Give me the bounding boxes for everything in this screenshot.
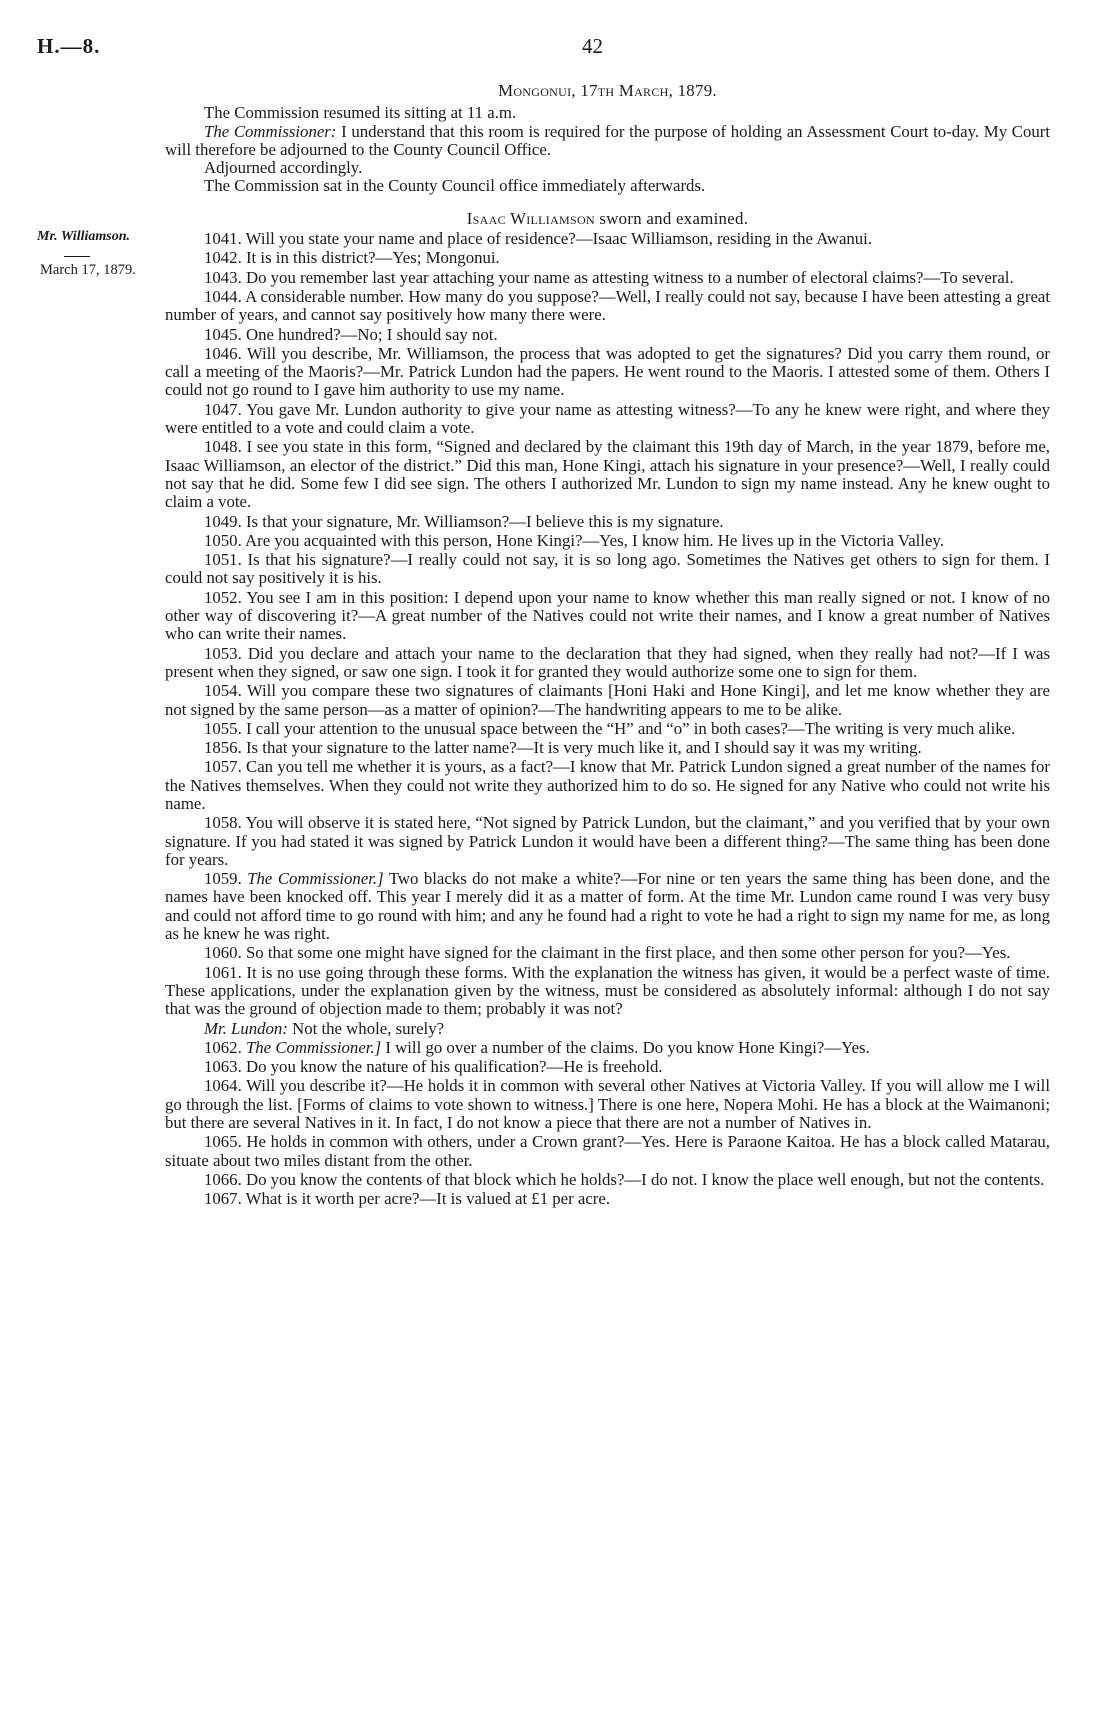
margin-rule — [64, 256, 90, 257]
page-reference: H.—8. — [37, 34, 101, 58]
question-paragraph — [165, 1077, 1050, 1132]
question-text: Is that your signature, Mr. Williamson?—I believe this is my signature. — [241, 511, 724, 531]
question-number: 1064. — [204, 1076, 242, 1096]
question-text: One hundred?—No; I should say not. — [241, 324, 498, 344]
question-number: 1053. — [204, 643, 242, 663]
question-number: 1050. — [204, 530, 242, 550]
question-paragraph — [165, 1171, 1050, 1189]
question-text: You will observe it is stated here, “Not signed by Patrick Lundon, but the claimant,” and you verified that by your own signature. If you had stated it was signed by Patrick Lundon it would have been a different thing?—The same thing has been done for years. — [165, 813, 1050, 869]
opening-paragraph — [165, 159, 1050, 177]
question-paragraph — [165, 814, 1050, 869]
question-number: 1065. — [204, 1132, 242, 1152]
question-number: 1047. — [204, 399, 242, 419]
question-text: What is it worth per acre?—It is valued at £1 per acre. — [241, 1189, 611, 1209]
margin-witness-name: Mr. Williamson. — [37, 229, 130, 244]
question-text: Are you acquainted with this person, Hone Kingi?—Yes, I know him. He lives up in the Victoria Valley. — [241, 530, 944, 550]
question-number: 1049. — [204, 511, 242, 531]
margin-date: March 17, 1879. — [40, 262, 136, 278]
question-text: Is that your signature to the latter name?—It is very much like it, and I should say it was my writing. — [241, 738, 922, 758]
question-number: 1066. — [204, 1169, 242, 1189]
question-text: Is that his signature?—I really could not say, it is so long ago. Sometimes the Natives get others to sign for them. I could not say positively it is his. — [165, 550, 1050, 588]
question-paragraph — [165, 964, 1050, 1019]
question-text: Two blacks do not make a white?—For nine or ten years the same thing has been done, and the names have been knocked off. This year I merely did it as a matter of form. At the time Mr. Lundon came round I was very busy and could not afford time to go round with him; and any he found had a right to vote he had a right to sign my name for me, as long as he knew he was right. — [165, 869, 1050, 944]
question-number: 1060. — [204, 943, 242, 963]
question-text: I will go over a number of the claims. Do you know Hone Kingi?—Yes. — [381, 1037, 870, 1057]
question-paragraph — [165, 720, 1050, 738]
question-number: 1058. — [204, 813, 242, 833]
question-number: 1856. — [204, 738, 242, 758]
witness-heading-name: Isaac Williamson — [466, 208, 595, 228]
question-number: 1055. — [204, 718, 242, 738]
question-number: 1042. — [204, 248, 242, 268]
question-text: Will you describe it?—He holds it in common with several other Natives at Victoria Valley. If you will allow me I will go through the list. [Forms of claims to vote shown to witness.] There is one here, Nopera Mohi. He has a block at the Waimanoni; but there are several Natives in it. In fact, I do not know a piece that there are not a number of Natives in. — [165, 1076, 1050, 1133]
question-paragraph — [165, 1039, 1050, 1057]
question-number: 1063. — [204, 1057, 242, 1077]
question-text: Will you compare these two signatures of claimants [Honi Haki and Hone Kingi], and let me know whether they are not signed by the same person—as a matter of opinion?—The handwriting appears to me to be alike. — [165, 681, 1050, 719]
question-text: Do you remember last year attaching your name as attesting witness to a number of electoral claims?—To several. — [241, 267, 1014, 287]
question-text: You see I am in this position: I depend upon your name to know whether this man really signed or not. I know of no other way of discovering it?—A great number of the Natives could not write their names, and I know a great number of Natives who can write their names. — [165, 587, 1050, 644]
opening-section — [165, 104, 1050, 195]
opening-paragraph — [165, 104, 1050, 122]
question-text: Do you know the contents of that block which he holds?—I do not. I know the place well enough, but not the contents. — [241, 1169, 1045, 1189]
question-text: So that some one might have signed for the claimant in the first place, and then some other person for you?—Yes. — [241, 943, 1011, 963]
question-text: You gave Mr. Lundon authority to give your name as attesting witness?—To any he knew were right, and where they were entitled to a vote and could claim a vote. — [165, 399, 1050, 438]
speaker: The Commissioner.] — [241, 869, 384, 889]
question-text: Not the whole, surely? — [287, 1018, 445, 1038]
document-body — [165, 82, 1050, 1209]
opening-paragraph — [165, 123, 1050, 160]
question-paragraph — [165, 1133, 1050, 1170]
paragraph-text: I understand that this room is required for the purpose of holding an Assessment Court to-day. My Court will therefore be adjourned to the County Council Office. — [165, 121, 1050, 159]
question-number: 1045. — [204, 324, 242, 344]
page-number: 42 — [582, 34, 603, 58]
questions-section — [165, 230, 1050, 1208]
opening-paragraph — [165, 177, 1050, 195]
paragraph-text: The Commission sat in the County Council office immediately afterwards. — [204, 176, 706, 196]
question-paragraph — [165, 345, 1050, 400]
question-paragraph — [165, 551, 1050, 588]
question-paragraph — [165, 269, 1050, 287]
question-number: 1052. — [204, 587, 242, 607]
question-paragraph — [165, 870, 1050, 943]
question-paragraph — [165, 739, 1050, 757]
question-text: Do you know the nature of his qualification?—He is freehold. — [241, 1057, 663, 1077]
question-text: I see you state in this form, “Signed and declared by the claimant this 19th day of March, in the year 1879, before me, Isaac Williamson, an elector of the district.” Did this man, Hone Kingi, attach his signature in your presence?—Well, I really could not say that he did. Some few I did see sign. The others I authorized Mr. Lundon to sign my name instead. Any he knew ought to claim a vote. — [165, 437, 1050, 512]
question-paragraph — [165, 645, 1050, 682]
question-paragraph — [165, 249, 1050, 267]
question-number: 1043. — [204, 267, 242, 287]
question-text: It is no use going through these forms. With the explanation the witness has given, it would be a perfect waste of time. These applications, under the explanation given by the witness, must be considered as absolutely informal: although I do not say that was the ground of objection made to them; probably it was not? — [165, 962, 1050, 1019]
speaker: Mr. Lundon: — [204, 1018, 288, 1038]
question-paragraph — [165, 1058, 1050, 1076]
question-number: 1046. — [204, 343, 242, 363]
question-text: Can you tell me whether it is yours, as a fact?—I know that Mr. Patrick Lundon signed a great number of the names for the Natives themselves. When they could not write they authorized him to do so. He signed for any Native who could not write his name. — [165, 757, 1050, 813]
question-number: 1057. — [204, 757, 242, 777]
speaker: The Commissioner.] — [241, 1037, 382, 1057]
question-number: 1059. — [204, 869, 242, 889]
question-text: Will you describe, Mr. Williamson, the process that was adopted to get the signatures? Did you carry them round, or call a meeting of the Maoris?—Mr. Patrick Lundon had the papers. He went round to the Maoris. I attested some of them. Others I could not go round to I gave him authority to use my name. — [165, 343, 1050, 400]
paragraph-text: The Commission resumed its sitting at 11 a.m. — [204, 103, 517, 123]
question-paragraph — [165, 589, 1050, 644]
question-text: It is in this district?—Yes; Mongonui. — [241, 248, 500, 268]
question-number: 1044. — [204, 286, 242, 306]
question-paragraph — [165, 288, 1050, 325]
question-paragraph — [165, 438, 1050, 511]
witness-heading-suffix: sworn and examined. — [594, 208, 749, 228]
question-number: 1062. — [204, 1037, 242, 1057]
question-text: He holds in common with others, under a Crown grant?—Yes. Here is Paraone Kaitoa. He has a block called Matarau, situate about two miles distant from the other. — [165, 1132, 1050, 1170]
question-paragraph — [165, 326, 1050, 344]
question-text: I call your attention to the unusual space between the “H” and “o” in both cases?—The writing is very much alike. — [241, 718, 1016, 738]
question-paragraph — [165, 532, 1050, 550]
question-paragraph — [165, 758, 1050, 813]
question-paragraph — [165, 1020, 1050, 1038]
question-paragraph — [165, 513, 1050, 531]
question-number: 1041. — [204, 229, 242, 249]
question-paragraph — [165, 230, 1050, 248]
question-text: Will you state your name and place of residence?—Isaac Williamson, residing in the Awanui. — [241, 229, 873, 249]
witness-heading — [165, 210, 1050, 228]
question-paragraph — [165, 682, 1050, 719]
question-text: A considerable number. How many do you suppose?—Well, I really could not say, because I have been attesting a great number of years, and cannot say positively how many there were. — [165, 286, 1050, 325]
question-number: 1051. — [204, 550, 242, 570]
question-number: 1061. — [204, 962, 242, 982]
paragraph-text: Adjourned accordingly. — [204, 158, 363, 178]
question-number: 1048. — [204, 437, 242, 457]
question-paragraph — [165, 944, 1050, 962]
question-paragraph — [165, 401, 1050, 438]
speaker: The Commissioner: — [204, 121, 337, 141]
question-paragraph — [165, 1190, 1050, 1208]
question-number: 1054. — [204, 681, 242, 701]
session-heading: Mongonui, 17th March, 1879. — [498, 81, 717, 100]
question-text: Did you declare and attach your name to the declaration that they had signed, when they really had not?—If I was present when they signed, or saw one sign. I took it for granted they would authorize some one to sign for them. — [165, 643, 1050, 681]
question-number: 1067. — [204, 1189, 242, 1209]
